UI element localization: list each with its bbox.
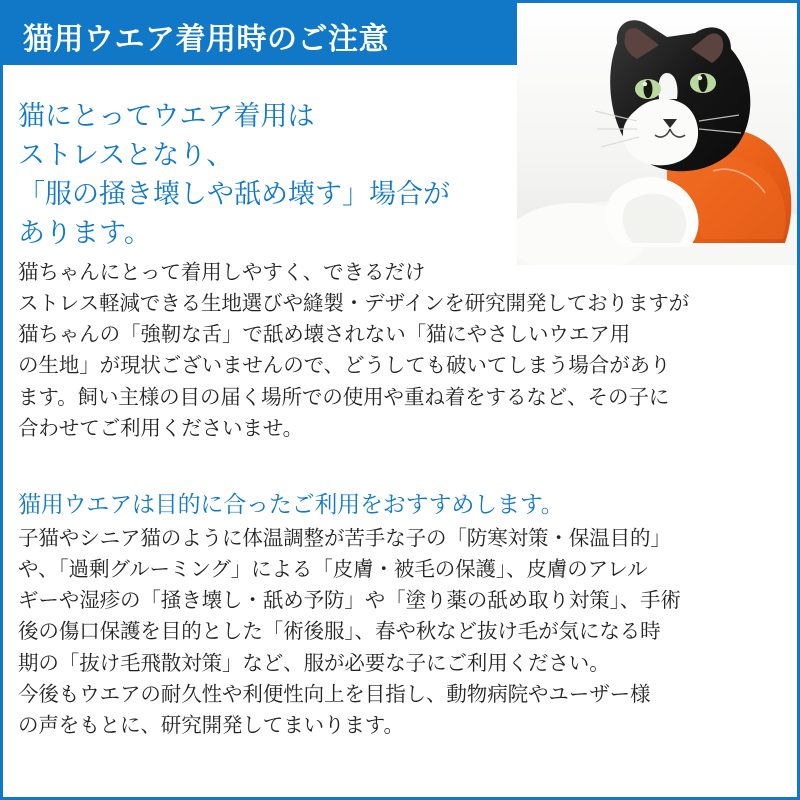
paragraph-two-block (18, 523, 778, 741)
body-line: ます。飼い主様の目の届く場所での使用や重ね着をするなど、その子に (18, 385, 670, 409)
body-line: 今後もウエアの耐久性や利便性向上を目指し、動物病院やユーザー様 (18, 682, 651, 706)
lead-line: ストレスとなり、 (18, 140, 234, 171)
lead-line: あります。 (18, 218, 151, 249)
body-line: ストレス軽減できる生地選びや縫製・デザインを研究開発しておりますが (18, 292, 690, 316)
section-heading: 猫用ウエアは目的に合ったご利用をおすすめします。 (18, 491, 564, 517)
cat-photo (517, 3, 797, 265)
body-line: の生地」が現状ございませんので、どうしても破いてしまう場合があり (18, 354, 671, 378)
lead-line: 「服の掻き壊しや舐め壊す」場合が (18, 179, 450, 210)
body-line: 猫ちゃんにとって着用しやすく、できるだけ (18, 261, 426, 284)
paragraph-two (18, 523, 778, 741)
body-line: 子猫やシニア猫のように体温調整が苦手な子の「防寒対策・保温目的」 (18, 527, 671, 550)
section-heading-block (18, 486, 778, 519)
body-line: の声をもとに、研究開発してまいります。 (18, 713, 404, 737)
lead-line: 猫にとってウエア着用は (18, 101, 315, 131)
page-title: 猫用ウエア着用時のご注意 (23, 23, 389, 56)
lead-block (18, 97, 558, 254)
body-line: 猫ちゃんの「強靭な舌」で舐め壊されない「猫にやさしいウエア用 (18, 323, 630, 347)
body-line: 合わせてご利用くださいませ。 (18, 416, 303, 440)
paragraph-one (18, 257, 778, 444)
cat-wearing-orange-suit-photo (517, 3, 797, 265)
body-line: ギーや湿疹の「掻き壊し・舐め予防」や「塗り薬の舐め取り対策」、手術 (18, 589, 681, 613)
lead-paragraph (18, 97, 558, 254)
body-line: 期の「抜け毛飛散対策」など、服が必要な子にご利用ください。 (18, 651, 610, 675)
body-line: 後の傷口保護を目的とした「術後服」、春や秋など抜け毛が気になる時 (18, 620, 661, 644)
paragraph-one-block (18, 257, 778, 444)
body-line: や、「過剰グルーミング」による「皮膚・被毛の保護」、皮膚のアレル (18, 558, 648, 582)
